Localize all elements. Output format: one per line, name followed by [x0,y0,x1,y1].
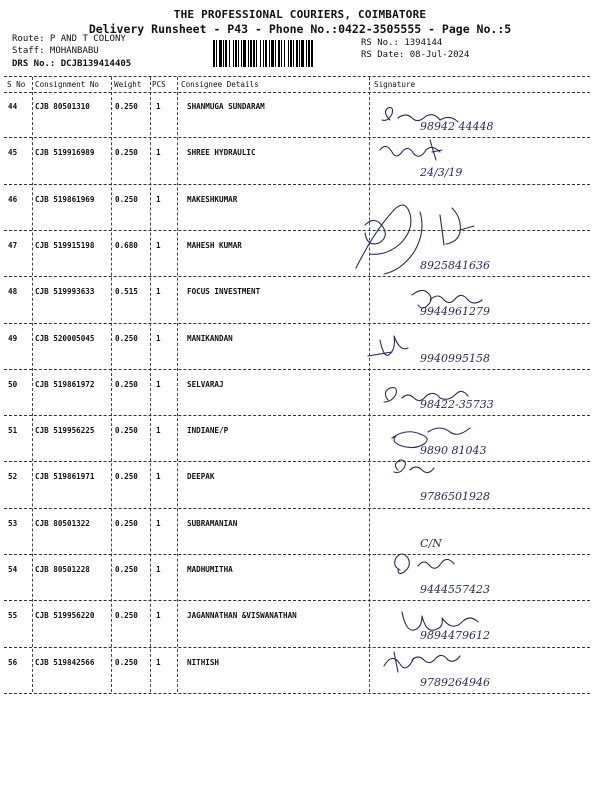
cell-pcs: 1 [156,472,161,482]
cell-consignee: SHREE HYDRAULIC [187,148,256,158]
row-separator [4,184,590,185]
cell-weight: 0.250 [115,611,138,621]
cell-weight: 0.250 [115,379,138,389]
cell-consignment: CJB 519861969 [35,194,95,204]
cell-consignment: CJB 519956225 [35,426,95,436]
rs-date: RS Date: 08-Jul-2024 [361,50,470,60]
cell-weight: 0.680 [115,240,138,250]
cell-sno: 44 [8,102,18,111]
cell-pcs: 1 [156,287,161,297]
cell-sno: 46 [8,194,18,204]
cell-consignment: CJB 519861972 [35,379,95,389]
cell-pcs: 1 [156,102,161,111]
cell-consignment: CJB 80501310 [35,102,90,111]
cell-consignee: DEEPAK [187,472,215,482]
cell-consignment: CJB 80501228 [35,565,90,574]
cell-consignee: MANIKANDAN [187,333,233,343]
cell-pcs: 1 [156,333,161,343]
col-header-consignee: Consignee Details [181,80,259,89]
cell-consignment: CJB 519915198 [35,240,95,250]
col-header-sno: S No [7,80,26,89]
cell-weight: 0.250 [115,148,138,158]
cell-weight: 0.250 [115,518,138,528]
cell-consignee: SELVARAJ [187,379,224,389]
header-bottom-rule [4,92,590,93]
cell-weight: 0.250 [115,194,138,204]
cell-pcs: 1 [156,379,161,389]
row-separator [4,508,590,509]
cell-pcs: 1 [156,657,161,667]
row-separator [4,276,590,277]
cell-sno: 52 [8,472,18,482]
signature-note: 9940995158 [420,351,490,365]
cell-consignment: CJB 519916989 [35,148,95,158]
signature-55 [402,612,478,630]
cell-consignment: CJB 80501322 [35,518,90,528]
staff-label: Staff: MOHANBABU [12,46,99,56]
cell-consignment: CJB 519861971 [35,472,95,482]
cell-consignment: CJB 519993633 [35,287,95,297]
cell-consignee: FOCUS INVESTMENT [187,287,261,297]
runsheet-title: Delivery Runsheet - P43 - Phone No.:0422-3505555 - Page No.:5 [88,22,512,36]
row-separator [4,600,590,601]
cell-pcs: 1 [156,148,161,158]
col-header-weight: Weight [114,80,142,89]
signature-note: 98942 44448 [420,120,494,133]
cell-weight: 0.250 [115,657,138,667]
cell-consignee: MAKESHKUMAR [187,194,238,204]
signature-note: 8925841636 [420,258,490,272]
signature-56 [384,652,460,672]
row-separator [4,693,590,694]
cell-weight: 0.250 [115,102,138,111]
cell-weight: 0.250 [115,426,138,436]
signature-note: 9444557423 [420,583,490,596]
signature-note: C/N [420,536,442,550]
row-separator [4,230,590,231]
cell-sno: 53 [8,518,18,528]
cell-sno: 45 [8,148,18,158]
signature-note: 24/3/19 [420,166,463,180]
cell-sno: 48 [8,287,18,297]
cell-sno: 50 [8,379,18,389]
cell-weight: 0.250 [115,565,138,574]
barcode-image [212,40,356,67]
cell-sno: 47 [8,240,18,250]
cell-sno: 55 [8,611,18,621]
cell-weight: 0.250 [115,333,138,343]
cell-sno: 49 [8,333,18,343]
cell-sno: 56 [8,657,18,667]
row-separator [4,137,590,138]
cell-weight: 0.250 [115,472,138,482]
company-name: THE PROFESSIONAL COURIERS, COIMBATORE [173,8,427,21]
cell-consignment: CJB 520005045 [35,333,95,343]
cell-pcs: 1 [156,194,161,204]
cell-sno: 54 [8,565,18,574]
signature-note: 9786501928 [420,490,490,504]
cell-sno: 51 [8,426,18,436]
cell-pcs: 1 [156,518,161,528]
col-header-signature: Signature [374,80,416,89]
cell-pcs: 1 [156,611,161,621]
signature-49 [368,336,408,356]
cell-weight: 0.515 [115,287,138,297]
cell-consignment: CJB 519956220 [35,611,95,621]
header-top-rule [4,76,590,77]
cell-consignee: SHANMUGA SUNDARAM [187,102,265,111]
row-separator [4,415,590,416]
row-separator [4,323,590,324]
signature-note: 9890 81043 [420,444,487,458]
cell-pcs: 1 [156,426,161,436]
row-separator [4,369,590,370]
cell-consignee: MAHESH KUMAR [187,240,242,250]
cell-consignment: CJB 519842566 [35,657,95,667]
cell-consignee: NITHISH [187,657,220,667]
rs-number: RS No.: 1394144 [361,38,443,48]
signature-note: 98422-35733 [420,397,494,411]
row-separator [4,461,590,462]
signature-54 [395,554,454,574]
cell-consignee: INDIANE/P [187,426,229,436]
col-header-consignment: Consignment No [35,80,100,89]
drs-number: DRS No.: DCJB139414405 [12,59,132,69]
signature-note: 9789264946 [420,675,490,689]
cell-consignee: SUBRAMANIAN [187,518,238,528]
signature-45 [380,140,442,160]
cell-pcs: 1 [156,240,161,250]
signature-note: 9894479612 [420,629,490,643]
row-separator [4,647,590,648]
route-label: Route: P AND T COLONY [12,34,126,44]
col-header-pcs: PCS [152,80,166,89]
cell-pcs: 1 [156,565,161,574]
signature-note: 9944961279 [420,305,490,319]
row-separator [4,554,590,555]
cell-consignee: MADHUMITHA [187,565,233,574]
cell-consignee: JAGANNATHAN &VISWANATHAN [187,611,297,621]
